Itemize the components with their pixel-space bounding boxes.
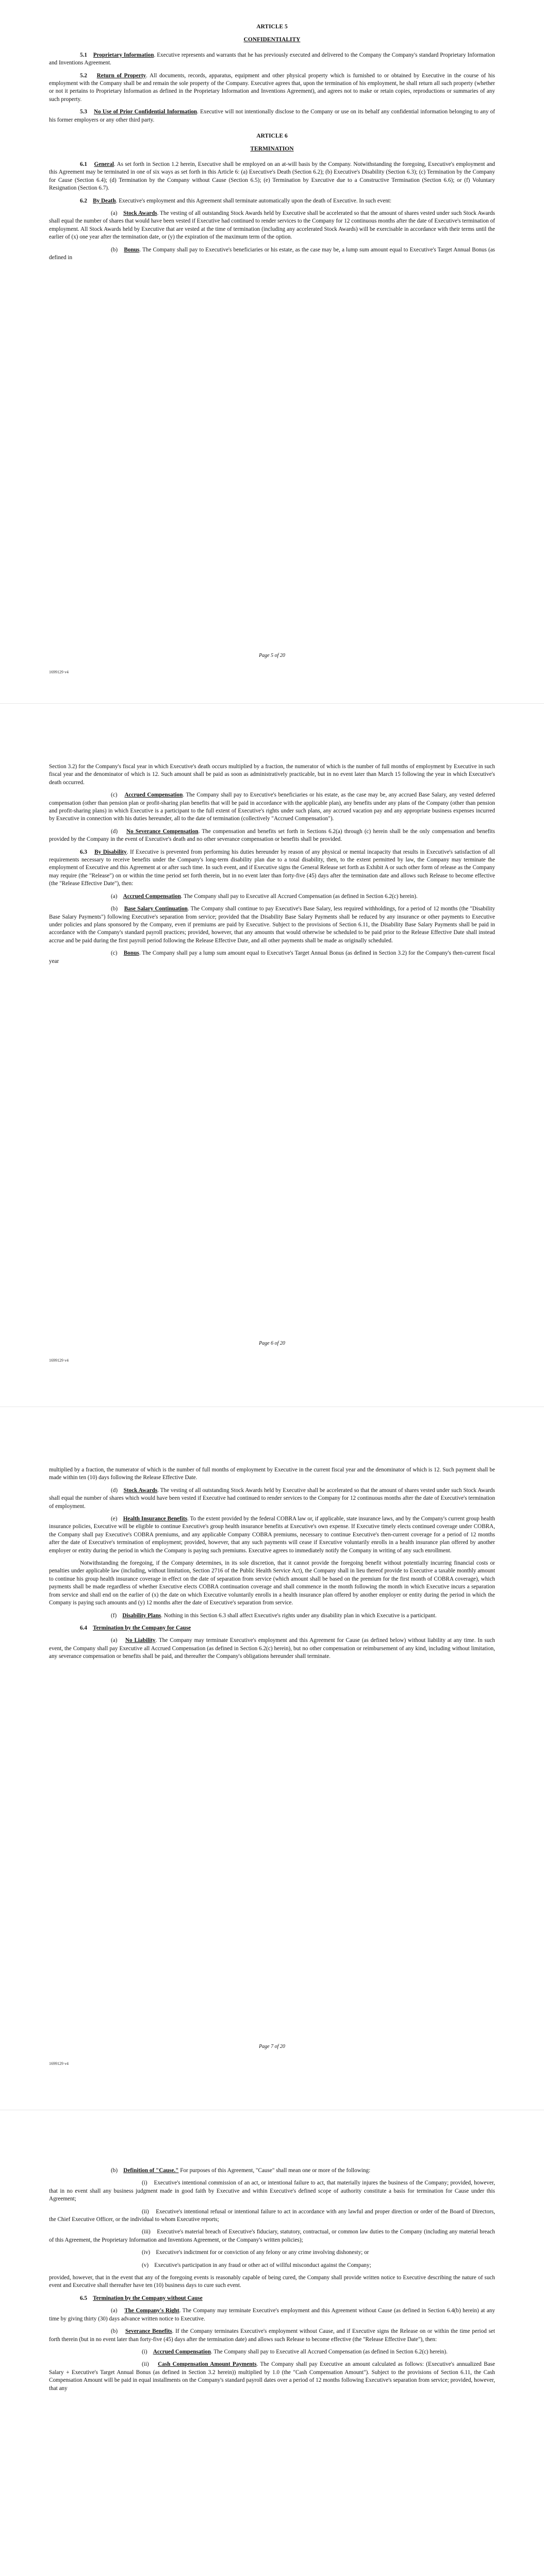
section-6-2-a bbox=[49, 210, 495, 242]
section-6-3-b-label: (b) bbox=[111, 906, 118, 912]
page-3-content bbox=[49, 1466, 495, 1666]
section-6-4-a-text: . The Company may terminate Executive's employment and this Agreement for Cause (as defined below) without liability at any time. In such event, the Company shall pay Executive all Accrued Compensation (as defined in Section 6.2(c) herein), but no other compensation or reimbursement of any kind, including without limitation, any severance compensation or benefits shall be paid, and thereafter the Company's obligations hereunder shall terminate. bbox=[49, 1637, 496, 1660]
section-6-2-b-label: (b) bbox=[111, 246, 118, 253]
section-5-2-text: . All documents, records, apparatus, equipment and other physical property which is furnished to or obtained by Executive in the course of his employment with the Company shall be and remain the sole property of the Company. Executive agrees that, upon the termination of his employment, he shall return all such property (whether or not it pertains to Proprietary Information as defined in the Proprietary Information and Inventions Agreement), and agrees not to make or retain copies, reproductions or summaries of any such property. bbox=[49, 72, 495, 103]
cause-item-ii bbox=[49, 2208, 495, 2224]
section-6-5-b bbox=[49, 2328, 495, 2344]
section-6-3-a-text: . The Company shall pay to Executive all Accrued Compensation (as defined in Section 6.2(c) herein). bbox=[180, 893, 418, 900]
section-6-2-a-heading: Stock Awards bbox=[123, 210, 157, 216]
page-2 bbox=[0, 704, 544, 1406]
section-6-4-b bbox=[49, 2167, 495, 2175]
page-3-number: Page 7 of 20 bbox=[259, 2044, 285, 2049]
section-6-4-a bbox=[49, 1637, 495, 1660]
section-5-3 bbox=[49, 108, 495, 124]
section-6-3-b bbox=[49, 905, 495, 945]
section-6-5-b-i bbox=[49, 2348, 495, 2356]
section-6-2-b-heading: Bonus bbox=[124, 246, 140, 253]
page-2-doc-code: 1699129 v4 bbox=[49, 1358, 69, 1363]
section-6-2 bbox=[49, 197, 495, 205]
section-6-3-c-text: . The Company shall pay a lump sum amount equal to Executive's Target Annual Bonus (as defined in Section 3.2) for the Company's then-current fiscal year bbox=[49, 950, 495, 964]
section-6-2-a-label: (a) bbox=[111, 210, 118, 216]
article-5-subtitle: CONFIDENTIALITY bbox=[243, 37, 301, 43]
section-6-3-b-heading: Base Salary Continuation bbox=[124, 906, 188, 912]
section-6-4-a-label: (a) bbox=[111, 1637, 118, 1644]
section-6-3-d-text: . The vesting of all outstanding Stock Awards held by Executive shall be accelerated so that the amount of shares vested under such Stock Awards shall equal the number of shares which would have been vested if Executive had continued to render services to the Company for 12 continuous months after the date of Executive's termination of employment. bbox=[49, 1487, 496, 1510]
section-6-2-number: 6.2 bbox=[80, 197, 87, 204]
section-6-5-b-i-heading: Accrued Compensation bbox=[153, 2348, 211, 2355]
section-6-3-e-heading: Health Insurance Benefits bbox=[123, 1516, 188, 1522]
page-2-number: Page 6 of 20 bbox=[259, 1341, 285, 1346]
section-5-3-text: . Executive will not intentionally disclose to the Company or use on its behalf any confidential information belonging to any of his former employers or any other third party. bbox=[49, 109, 495, 123]
page-1 bbox=[0, 0, 544, 703]
section-6-5-b-ii-label: (ii) bbox=[142, 2361, 149, 2368]
section-6-2-d-heading: No Severance Compensation bbox=[126, 828, 199, 835]
section-6-3-e-label: (e) bbox=[111, 1516, 118, 1522]
section-6-3-e-notwithstanding: Notwithstanding the foregoing, if the Company determines, in its sole discretion, that it cannot provide the foregoing benefit without potentially incurring financial costs or penalties under applicable law (including, without limitation, Section 2716 of the Public Health Service Act), the Company shall in lieu thereof provide to Executive a taxable monthly amount to continue his group health insurance coverage in effect on the date of separation from service (which amount shall be based on the premium for the first month of COBRA coverage), which payments shall be made regardless of whether Executive elects COBRA continuation coverage and shall commence in the month following the month in which Executive incurs a separation from service and shall end on the earlier of (x) the date on which Executive voluntarily enrolls in a health insurance plan offered by another employer or entity during the period in which the Company is paying such amounts and (y) 12 months after the date of Executive's separation from service. bbox=[49, 1560, 495, 1606]
section-6-5-b-i-text: . The Company shall pay to Executive all Accrued Compensation (as defined in Section 6.2(c) herein). bbox=[210, 2348, 448, 2355]
section-6-2-d-label: (d) bbox=[111, 828, 118, 835]
section-6-5-number: 6.5 bbox=[80, 2295, 87, 2301]
section-6-3-c-heading: Bonus bbox=[123, 950, 139, 957]
section-6-3-number: 6.3 bbox=[80, 849, 87, 855]
section-5-2-heading: Return of Property bbox=[96, 72, 146, 79]
section-5-1 bbox=[49, 52, 495, 67]
section-6-3-d bbox=[49, 1487, 495, 1511]
page-4-content bbox=[49, 2167, 495, 2397]
section-6-5-b-ii-heading: Cash Compensation Amount Payments bbox=[158, 2361, 257, 2368]
article-5-title: ARTICLE 5 bbox=[256, 24, 288, 30]
section-6-3-c-label: (c) bbox=[111, 950, 118, 957]
section-6-2-c-heading: Accrued Compensation bbox=[124, 792, 183, 799]
section-6-2-c-label: (c) bbox=[111, 792, 118, 799]
section-6-2-d bbox=[49, 828, 495, 844]
section-6-5-b-i-label: (i) bbox=[142, 2348, 147, 2355]
section-5-1-text: . Executive represents and warrants that he has previously executed and delivered to the Company the Company's standard Proprietary Information and Inventions Agreement. bbox=[49, 52, 495, 66]
section-6-2-a-text: . The vesting of all outstanding Stock Awards held by Executive shall be accelerated so that the amount of shares vested under such Stock Awards shall equal the number of shares that would have been vested if Executive had continued to render services to the Company for 12 continuous months after the date of Executive's termination of employment. All Stock Awards held by Executive that are vested at the time of termination (including any accelerated Stock Awards) will be exercisable in accordance with their terms until the earlier of (x) one year after the termination date, or (y) the expiration of the maximum term of the option. bbox=[49, 210, 496, 241]
section-6-2-c bbox=[49, 791, 495, 823]
cause-proviso: provided, however, that in the event that any of the foregoing events is reasonably capable of being cured, the Company shall provide written notice to Executive describing the nature of such event and Executive shall thereafter have ten (10) business days to cure such event. bbox=[49, 2275, 495, 2289]
section-6-3 bbox=[49, 849, 495, 888]
section-6-2-heading: By Death bbox=[93, 197, 116, 204]
section-6-5 bbox=[49, 2295, 495, 2302]
section-5-2-number: 5.2 bbox=[80, 72, 87, 79]
section-6-3-f bbox=[49, 1612, 495, 1620]
section-6-4-heading: Termination by the Company for Cause bbox=[93, 1624, 191, 1631]
section-6-4-b-heading: Definition of "Cause." bbox=[123, 2167, 179, 2174]
section-6-5-b-ii-text: . The Company shall pay Executive an amount calculated as follows: (Executive's annualized Base Salary + Executive's Target Annual Bonus (as defined in Section 3.2 herein)) multiplied by 1.0 (the "Cash Compensation Amount"). Subject to the provisions of Section 6.11, the Cash Compensation Amount will be paid in equal installments on the Company's standard payroll dates over a period of 12 months following Executive's separation from service; provided, however, that any bbox=[49, 2361, 495, 2392]
section-6-3-f-heading: Disability Plans bbox=[122, 1612, 161, 1619]
section-5-3-number: 5.3 bbox=[80, 109, 87, 115]
section-6-2-c-text: . The Company shall pay to Executive's beneficiaries or his estate, as the case may be, any accrued Base Salary, any vested deferred compensation (other than pension plan or profit-sharing plan benefits that will be paid in accordance with the applicable plan), any benefits under any plans of the Company (other than pension and profit-sharing plans) in which Executive is a participant to the full extent of Executive's rights under such plans, any accrued vacation pay and any appropriate business expenses incurred by Executive in connection with his duties hereunder, all to the date of termination (collectively "Accrued Compensation"). bbox=[49, 792, 495, 822]
section-6-4-a-heading: No Liability bbox=[125, 1637, 156, 1644]
cause-item-iii-text: Executive's material breach of Executive's fiduciary, statutory, contractual, or common law duties to the Company (including any material breach of this Agreement, the Proprietary Information and Inventions Agreement, or the Company's written policies); bbox=[49, 2229, 496, 2243]
page-1-number: Page 5 of 20 bbox=[259, 653, 285, 658]
section-6-5-a-label: (a) bbox=[111, 2308, 118, 2314]
section-6-1-text: . As set forth in Section 1.2 herein, Executive shall be employed on an at-will basis by the Company. Notwithstanding the foregoing, Executive's employment and this Agreement may be terminated in one of six ways as set forth in this Article 6: (a) Executive's Death (Section 6.2); (b) Executive's Disability (Section 6.3); (c) Termination by the Company for Cause (Section 6.4); (d) Termination by the Company without Cause (Section 6.5); (e) Termination by Executive due to a Constructive Termination (Section 6.6); or (f) Voluntary Resignation (Section 6.7). bbox=[49, 161, 495, 192]
cause-item-iv-text: Executive's indictment for or conviction of any felony or any crime involving dishonesty; or bbox=[156, 2249, 369, 2256]
section-6-5-a-text: . The Company may terminate Executive's employment and this Agreement without Cause (as defined in Section 6.4(b) herein) at any time by giving thirty (30) days advance written notice to Executive. bbox=[49, 2308, 495, 2322]
cause-item-iv-label: (iv) bbox=[142, 2249, 151, 2256]
cause-item-ii-label: (ii) bbox=[142, 2208, 149, 2215]
section-6-3-heading: By Disability bbox=[94, 849, 127, 855]
section-6-5-b-heading: Severance Benefits bbox=[125, 2328, 172, 2335]
section-6-2-b bbox=[49, 246, 495, 262]
section-6-3-c bbox=[49, 950, 495, 965]
page-4 bbox=[0, 2110, 544, 2576]
section-6-3-text: . If Executive is prevented from performing his duties hereunder by reason of any physical or mental incapacity that results in Executive's satisfaction of all requirements necessary to receive benefits under the Company's long-term disability plan due to a total disability, then, to the extent permitted by law, the Company may terminate the employment of Executive and this Agreement at or after such time. In such event, and if Executive signs the General Release set forth as Exhibit A or such other form of release as the Company may require (the "Release") on or within the time period set forth therein, but in no event later than forty-five (45) days after the termination date and allows such Release to become effective (the "Release Effective Date"), then: bbox=[49, 849, 496, 887]
cause-item-i-text: Executive's intentional commission of an act, or intentional failure to act, that materially injures the business of the Company; provided, however, that in no event shall any business judgment made in good faith by Executive and within Executive's defined scope of authority constitute a basis for termination for Cause under this Agreement; bbox=[49, 2180, 495, 2202]
section-6-2-text: . Executive's employment and this Agreement shall terminate automatically upon the death of Executive. In such event: bbox=[116, 197, 392, 204]
section-6-5-a-heading: The Company's Right bbox=[124, 2308, 179, 2314]
section-6-1-number: 6.1 bbox=[80, 161, 87, 167]
section-6-3-e-text: . To the extent provided by the federal COBRA law or, if applicable, state insurance laws, and by the Company's current group health insurance policies, Executive will be eligible to continue Executive's group health insurance benefits at Executive's own expense. If Executive timely elects continued coverage under COBRA, the Company shall pay Executive's COBRA premiums, and any applicable Company COBRA premiums, necessary to continue Executive's then-current coverage for a period of 12 months after the date of Executive's termination of employment; provided, however, that any such payments will cease if Executive voluntarily enrolls in a health insurance plan offered by another employer or entity during the period in which the Company is paying such premiums. Executive agrees to immediately notify the Company in writing of any such enrollment. bbox=[49, 1516, 495, 1554]
section-6-5-b-label: (b) bbox=[111, 2328, 118, 2335]
cause-item-i bbox=[49, 2179, 495, 2203]
section-6-3-e bbox=[49, 1515, 495, 1555]
article-6-title: ARTICLE 6 bbox=[256, 133, 288, 140]
article-6-subtitle: TERMINATION bbox=[250, 146, 294, 152]
page-3-continuation: multiplied by a fraction, the numerator of which is the number of full months of employment by Executive in the current fiscal year and the denominator of which is 12. Such payment shall be made within ten (10) days following the Release Effective Date. bbox=[49, 1467, 495, 1481]
page-2-continuation: Section 3.2) for the Company's fiscal year in which Executive's death occurs multiplied by a fraction, the numerator of which is the number of full months of employment by Executive in such fiscal year and the denominator of which is 12. Such amount shall be paid as soon as administratively practicable, but in no event later than March 15 following the year in which Executive's death occurred. bbox=[49, 764, 495, 786]
cause-item-v-label: (v) bbox=[142, 2262, 149, 2268]
page-2-content bbox=[49, 763, 495, 970]
section-6-3-a-heading: Accrued Compensation bbox=[123, 893, 181, 900]
page-1-doc-code: 1699129 v4 bbox=[49, 670, 69, 674]
section-5-1-heading: Proprietary Information bbox=[93, 52, 154, 58]
section-6-4-b-label: (b) bbox=[111, 2167, 118, 2174]
section-6-3-d-heading: Stock Awards bbox=[123, 1487, 158, 1494]
cause-item-i-label: (i) bbox=[142, 2180, 147, 2187]
cause-item-iii-label: (iii) bbox=[142, 2229, 151, 2235]
section-6-2-b-text: . The Company shall pay to Executive's beneficiaries or his estate, as the case may be, a lump sum amount equal to Executive's Target Annual Bonus (as defined in bbox=[49, 246, 496, 261]
page-3-doc-code: 1699129 v4 bbox=[49, 2061, 69, 2066]
section-6-4-b-text: For purposes of this Agreement, "Cause" shall mean one or more of the following: bbox=[178, 2167, 371, 2174]
section-6-4 bbox=[49, 1624, 495, 1632]
section-6-1 bbox=[49, 161, 495, 193]
page-1-content bbox=[49, 23, 495, 266]
section-5-3-heading: No Use of Prior Confidential Information bbox=[94, 109, 197, 115]
cause-item-v bbox=[49, 2262, 495, 2269]
section-6-3-d-label: (d) bbox=[111, 1487, 118, 1494]
section-6-5-heading: Termination by the Company without Cause bbox=[93, 2295, 203, 2301]
section-5-2 bbox=[49, 72, 495, 104]
cause-item-iii bbox=[49, 2228, 495, 2244]
section-6-5-b-text: . If the Company terminates Executive's employment without Cause, and if Executive signs the Release on or within the time period set forth therein (but in no event later than forty-five (45) days after the termination date) and allows such Release to become effective (the "Release Effective Date"), then: bbox=[49, 2328, 495, 2343]
section-6-3-a-label: (a) bbox=[111, 893, 118, 900]
cause-item-iv bbox=[49, 2249, 495, 2257]
section-6-3-a bbox=[49, 893, 495, 901]
section-6-3-b-text: . The Company shall continue to pay Executive's Base Salary, less required withholdings, for a period of 12 months (the "Disability Base Salary Payments") following Executive's separation from service; provided that the Disability Base Salary Payments shall be reduced by any insurance or other payments to Executive under policies and plans sponsored by the Company, even if premiums are paid by Executive. Subject to the provisions of Section 6.11, the Disability Base Salary Payments shall be paid in accordance with the Company's standard payroll practices; provided, however, that any amounts that would otherwise be scheduled to be paid prior to the Release Effective Date shall instead accrue and be paid during the first payroll period following the Release Effective Date, and all other payments shall be made as originally scheduled. bbox=[49, 906, 496, 944]
section-6-4-number: 6.4 bbox=[80, 1624, 87, 1631]
section-5-1-number: 5.1 bbox=[80, 52, 87, 58]
section-6-2-d-text: . The compensation and benefits set forth in Sections 6.2(a) through (c) herein shall be the only compensation and benefits provided by the Company in the event of Executive's death and no other severance compensation or benefits shall be provided. bbox=[49, 828, 496, 843]
section-6-5-a bbox=[49, 2307, 495, 2323]
cause-item-v-text: Executive's participation in any fraud or other act of willful misconduct against the Company; bbox=[154, 2262, 371, 2268]
page-3 bbox=[0, 1407, 544, 2110]
section-6-1-heading: General bbox=[94, 161, 114, 167]
section-6-3-f-label: (f) bbox=[111, 1612, 117, 1619]
section-6-5-b-ii bbox=[49, 2361, 495, 2393]
section-6-3-f-text: . Nothing in this Section 6.3 shall affect Executive's rights under any disability plan in which Executive is a participant. bbox=[161, 1612, 437, 1619]
cause-item-ii-text: Executive's intentional refusal or intentional failure to act in accordance with any lawful and proper direction or order of the Board of Directors, the Chief Executive Officer, or the individual to whom Executive reports; bbox=[49, 2208, 496, 2223]
